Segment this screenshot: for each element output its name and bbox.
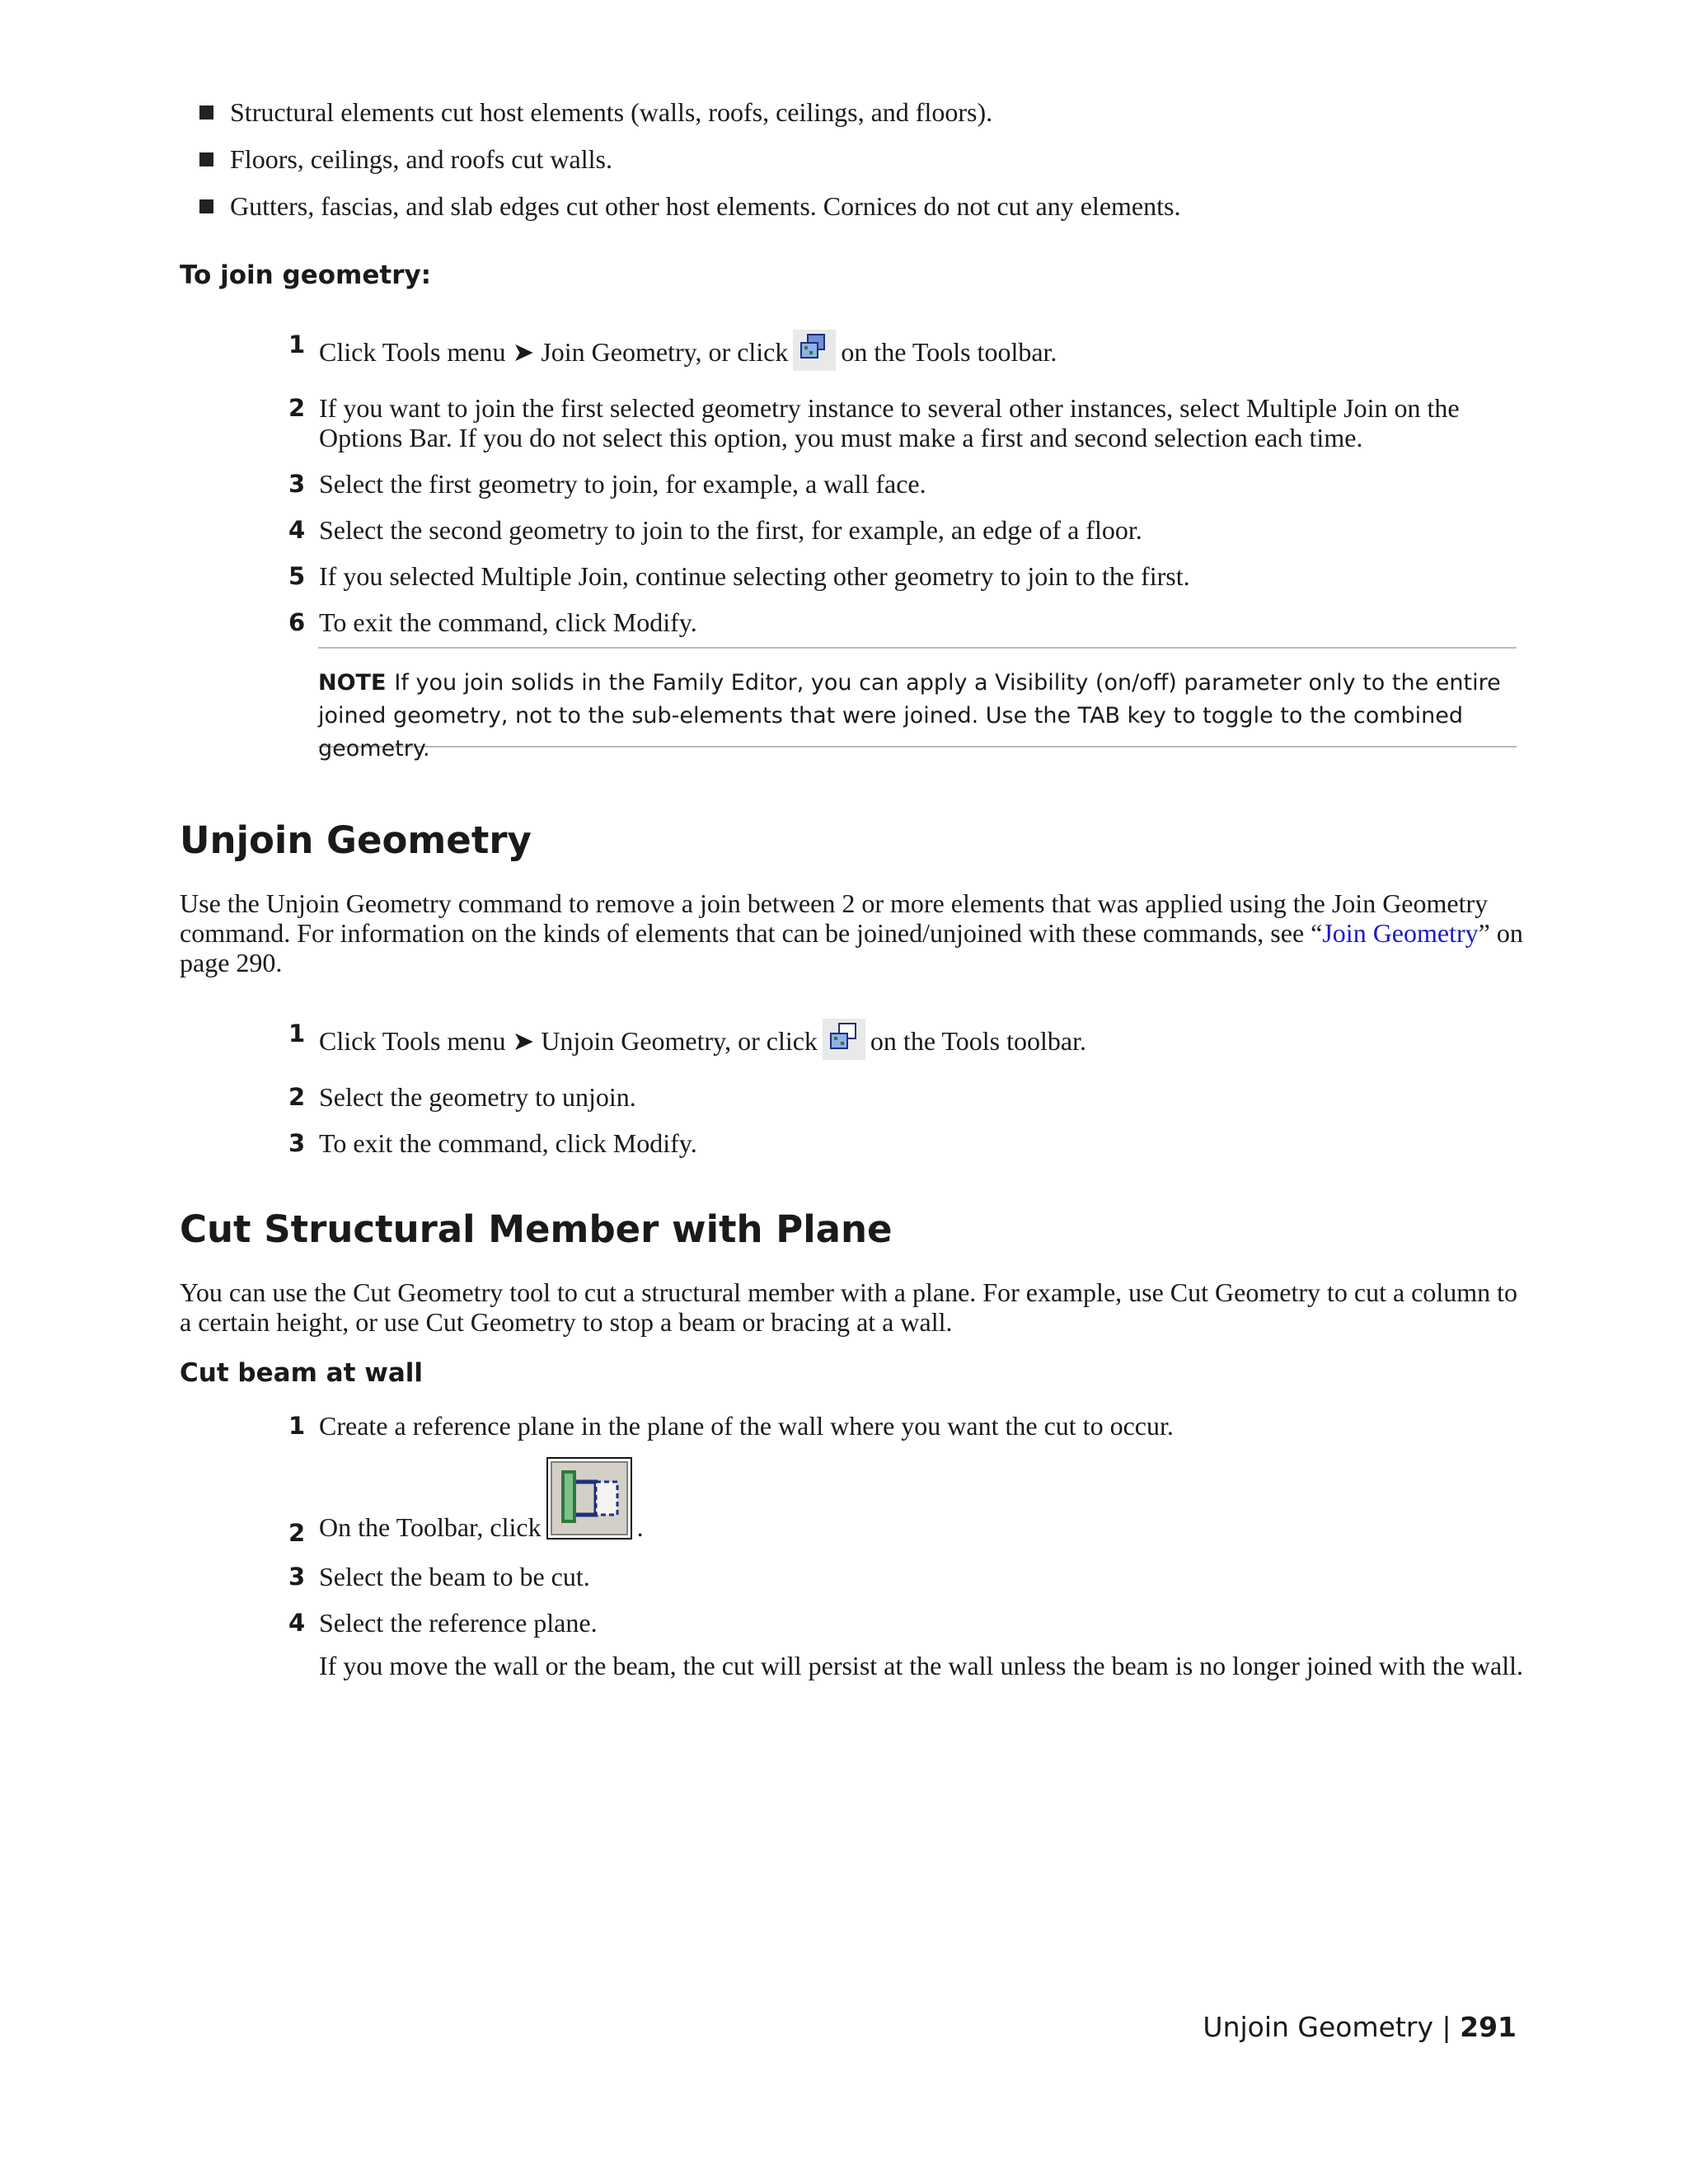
join-step: 1 Click Tools menu ➤ Join Geometry, or click on the Tools toolbar.	[288, 330, 1525, 377]
cut-step: 4 Select the reference plane. If you move the wall or the beam, the cut will persist at the wall unless the beam is no longer joined with the wall.	[288, 1608, 1525, 1680]
cut-steps	[288, 1411, 1525, 1697]
unjoin-step: 2 Select the geometry to unjoin.	[288, 1082, 636, 1112]
note-text: If you join solids in the Family Editor, you can apply a Visibility (on/off) parameter only to the entire joined geometry, not to the sub-elements that were joined. Use the TAB key to toggle to the combined geometry.	[318, 670, 1501, 762]
join-step: 4 Select the second geometry to join to the first, for example, an edge of a floor.	[288, 515, 1142, 545]
bullet-list	[199, 97, 1535, 238]
cut-step: 3 Select the beam to be cut.	[288, 1562, 590, 1591]
join-step: 5 If you selected Multiple Join, continue selecting other geometry to join to the first.	[288, 561, 1190, 591]
bullet-square-icon	[199, 105, 213, 120]
procedure-heading-join: To join geometry:	[180, 260, 432, 290]
note-box	[318, 647, 1517, 762]
bullet-item: Gutters, fascias, and slab edges cut other host elements. Cornices do not cut any elements.	[199, 191, 1535, 221]
join-step: 3 Select the first geometry to join, for example, a wall face.	[288, 469, 926, 499]
unjoin-step: 3 To exit the command, click Modify.	[288, 1128, 697, 1158]
join-steps	[288, 330, 1525, 654]
join-step: 2 If you want to join the first selected geometry instance to several other instances, select Multiple Join on the Options Bar. If you do not select this option, you must make a first and second selection each time.	[288, 393, 1460, 452]
join-geometry-link[interactable]: Join Geometry	[1322, 918, 1479, 948]
bullet-item: Floors, ceilings, and roofs cut walls.	[199, 144, 1535, 174]
cut-geometry-icon[interactable]	[546, 1457, 632, 1545]
bullet-square-icon	[199, 199, 213, 213]
unjoin-geometry-icon[interactable]	[823, 1019, 865, 1066]
section-title-unjoin: Unjoin Geometry	[180, 818, 532, 862]
subheading-cut-beam: Cut beam at wall	[180, 1358, 423, 1388]
footer-separator: |	[1442, 2011, 1451, 2043]
join-step: 6 To exit the command, click Modify.	[288, 607, 697, 637]
cut-step-4-note: If you move the wall or the beam, the cut will persist at the wall unless the beam is no longer joined with the wall.	[319, 1651, 1523, 1680]
note-label: NOTE	[318, 670, 387, 696]
page-number: 291	[1460, 2011, 1517, 2043]
unjoin-step: 1 Click Tools menu ➤ Unjoin Geometry, or click on the Tools toolbar.	[288, 1019, 1525, 1066]
cut-step: 1 Create a reference plane in the plane of the wall where you want the cut to occur.	[288, 1411, 1174, 1441]
bullet-item: Structural elements cut host elements (walls, roofs, ceilings, and floors).	[199, 97, 1535, 127]
unjoin-steps	[288, 1019, 1525, 1174]
footer-section: Unjoin Geometry	[1203, 2011, 1433, 2043]
cut-step: 2 On the Toolbar, click .	[288, 1457, 1525, 1545]
join-geometry-icon[interactable]	[793, 330, 836, 377]
cut-paragraph: You can use the Cut Geometry tool to cut a structural member with a plane. For example, use Cut Geometry to cut a column to a certain height, or use Cut Geometry to stop a beam or bracing at a wall.	[180, 1277, 1518, 1337]
unjoin-paragraph: Use the Unjoin Geometry command to remove a join between 2 or more elements that was applied using the Join Geometry command. For information on the kinds of elements that can be joined/unjoined with these commands, see “Join Geometry” on page 290.	[180, 888, 1523, 977]
page-footer	[1203, 2011, 1517, 2044]
bullet-square-icon	[199, 152, 213, 166]
section-title-cut: Cut Structural Member with Plane	[180, 1207, 893, 1251]
